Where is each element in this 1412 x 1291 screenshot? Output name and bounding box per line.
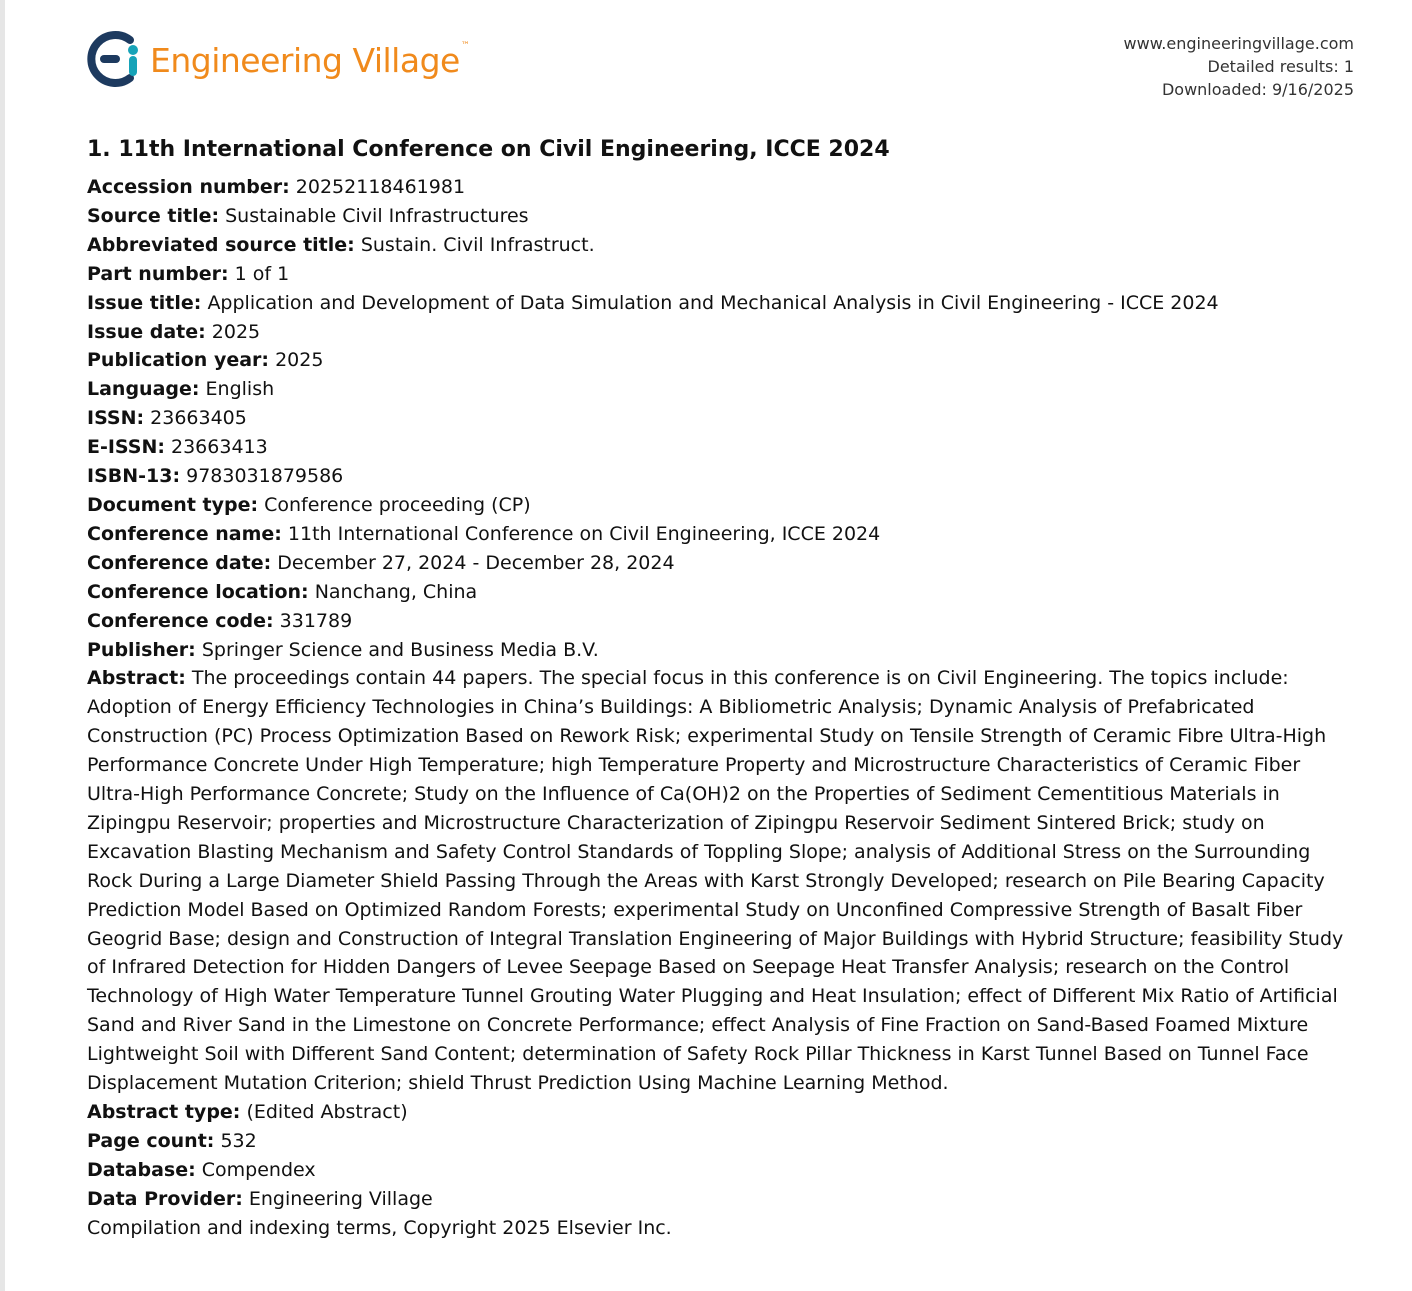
page-header	[86, 30, 1354, 100]
field-value: Sustain. Civil Infrastruct.	[360, 233, 595, 256]
record-fields	[87, 173, 1349, 1243]
brand-name: Engineering Village™	[150, 40, 470, 80]
abstract-text: The proceedings contain 44 papers. The special focus in this conference is on Civil Engineering. The topics include: Adoption of Energy Efficiency Technologies in China’s Buildings: A Bibliometric Analysis; Dynamic Analysis of Prefabricated Construction (PC) Process Optimization Based on Rework Risk; experimental Study on Tensile Strength of Ceramic Fibre Ultra-High Performance Concrete Under High Temperature; high Temperature Property and Microstructure Characteristics of Ceramic Fiber Ultra-High Performance Concrete; Study on the Influence of Ca(OH)2 on the Properties of Sediment Cementitious Materials in Zipingpu Reservoir; properties and Microstructure Characterization of Zipingpu Reservoir Sediment Sintered Brick; study on Excavation Blasting Mechanism and Safety Control Standards of Toppling Slope; analysis of Additional Stress on the Surrounding Rock During a Large Diameter Shield Passing Through the Areas with Karst Strongly Developed; research on Pile Bearing Capacity Prediction Model Based on Optimized Random Forests; experimental Study on Unconfined Compressive Strength of Basalt Fiber Geogrid Base; design and Construction of Integral Translation Engineering of Major Buildings with Hybrid Structure; feasibility Study of Infrared Detection for Hidden Dangers of Levee Seepage Based on Seepage Heat Transfer Analysis; research on the Control Technology of High Water Temperature Tunnel Grouting Water Plugging and Heat Insulation; effect of Different Mix Ratio of Artificial Sand and River Sand in the Limestone on Concrete Performance; effect Analysis of Fine Fraction on Sand-Based Foamed Mixture Lightweight Soil with Different Sand Content; determination of Safety Rock Pillar Thickness in Karst Tunnel Based on Tunnel Face Displacement Mutation Criterion; shield Thrust Prediction Using Machine Learning Method.	[87, 667, 1344, 1095]
ei-logo-icon	[86, 30, 142, 88]
field-label: Source title:	[87, 204, 220, 227]
field-label: Publisher:	[87, 638, 196, 661]
field-source-title	[87, 202, 1349, 231]
field-abbreviated-source-title	[87, 231, 1349, 260]
trademark-mark: ™	[460, 40, 470, 51]
field-conference-name	[87, 520, 1349, 549]
field-conference-date	[87, 549, 1349, 578]
field-value: Engineering Village	[248, 1187, 433, 1210]
field-conference-code	[87, 607, 1349, 636]
field-e-issn	[87, 433, 1349, 462]
field-label: Accession number:	[87, 176, 290, 198]
field-value: Conference proceeding (CP)	[264, 493, 531, 516]
field-value: December 27, 2024 - December 28, 2024	[277, 551, 675, 574]
field-page-count	[87, 1127, 1349, 1156]
field-issn	[87, 404, 1349, 433]
field-value: 331789	[279, 609, 353, 632]
field-label: E-ISSN:	[87, 436, 165, 459]
site-url: www.engineeringvillage.com	[1123, 34, 1354, 53]
field-accession-number	[87, 173, 1349, 202]
field-label: Language:	[87, 378, 200, 401]
field-label: Data Provider:	[87, 1187, 243, 1210]
field-label: Document type:	[87, 493, 259, 516]
field-value: Application and Development of Data Simulation and Mechanical Analysis in Civil Engineering - ICCE 2024	[207, 291, 1219, 314]
field-value: 20252118461981	[295, 176, 466, 198]
field-value: English	[205, 378, 275, 401]
field-part-number	[87, 260, 1349, 289]
field-issue-date	[87, 318, 1349, 347]
field-value: 23663413	[171, 436, 268, 459]
field-data-provider	[87, 1185, 1349, 1214]
field-label: ISBN-13:	[87, 465, 181, 488]
field-document-type	[87, 491, 1349, 520]
field-value: Springer Science and Business Media B.V.	[201, 638, 599, 661]
field-label: Conference name:	[87, 522, 282, 545]
field-isbn-13	[87, 462, 1349, 491]
field-value: 9783031879586	[186, 465, 344, 488]
field-label: Conference date:	[87, 551, 272, 574]
page-left-border	[0, 0, 5, 1291]
field-value: 1 of 1	[234, 262, 290, 285]
field-value: 2025	[275, 349, 324, 372]
field-label: Abstract:	[87, 667, 186, 690]
field-publication-year	[87, 346, 1349, 375]
field-database	[87, 1156, 1349, 1185]
download-meta	[1124, 32, 1354, 101]
field-value: 2025	[211, 320, 261, 343]
field-label: Part number:	[87, 262, 229, 285]
field-issue-title	[87, 289, 1349, 318]
detailed-results-count: Detailed results: 1	[1207, 57, 1354, 76]
field-value: Compendex	[201, 1158, 316, 1181]
field-value: 11th International Conference on Civil Engineering, ICCE 2024	[287, 522, 881, 545]
field-value: (Edited Abstract)	[246, 1101, 408, 1123]
field-label: Abstract type:	[87, 1101, 241, 1123]
field-value: 532	[220, 1129, 257, 1152]
record-detail	[87, 135, 1349, 1243]
field-label: Conference code:	[87, 609, 274, 632]
field-label: Issue date:	[87, 320, 206, 343]
field-value: Sustainable Civil Infrastructures	[225, 204, 529, 227]
field-label: Page count:	[87, 1129, 215, 1152]
field-language	[87, 375, 1349, 404]
field-conference-location	[87, 578, 1349, 607]
field-label: Publication year:	[87, 349, 270, 372]
field-label: Issue title:	[87, 291, 202, 314]
field-label: ISSN:	[87, 407, 145, 430]
field-label: Abbreviated source title:	[87, 233, 355, 256]
record-title: 1. 11th International Conference on Civil Engineering, ICCE 2024	[87, 137, 890, 162]
engineering-village-logo	[86, 30, 469, 88]
field-publisher	[87, 636, 1349, 665]
download-date: Downloaded: 9/16/2025	[1161, 80, 1354, 99]
field-value: Nanchang, China	[314, 580, 478, 603]
copyright-notice: Compilation and indexing terms, Copyright 2025 Elsevier Inc.	[87, 1216, 672, 1239]
field-abstract	[87, 664, 1349, 1098]
field-label: Database:	[87, 1158, 196, 1181]
field-abstract-type	[87, 1098, 1349, 1127]
field-value: 23663405	[150, 407, 247, 430]
field-label: Conference location:	[87, 580, 309, 603]
